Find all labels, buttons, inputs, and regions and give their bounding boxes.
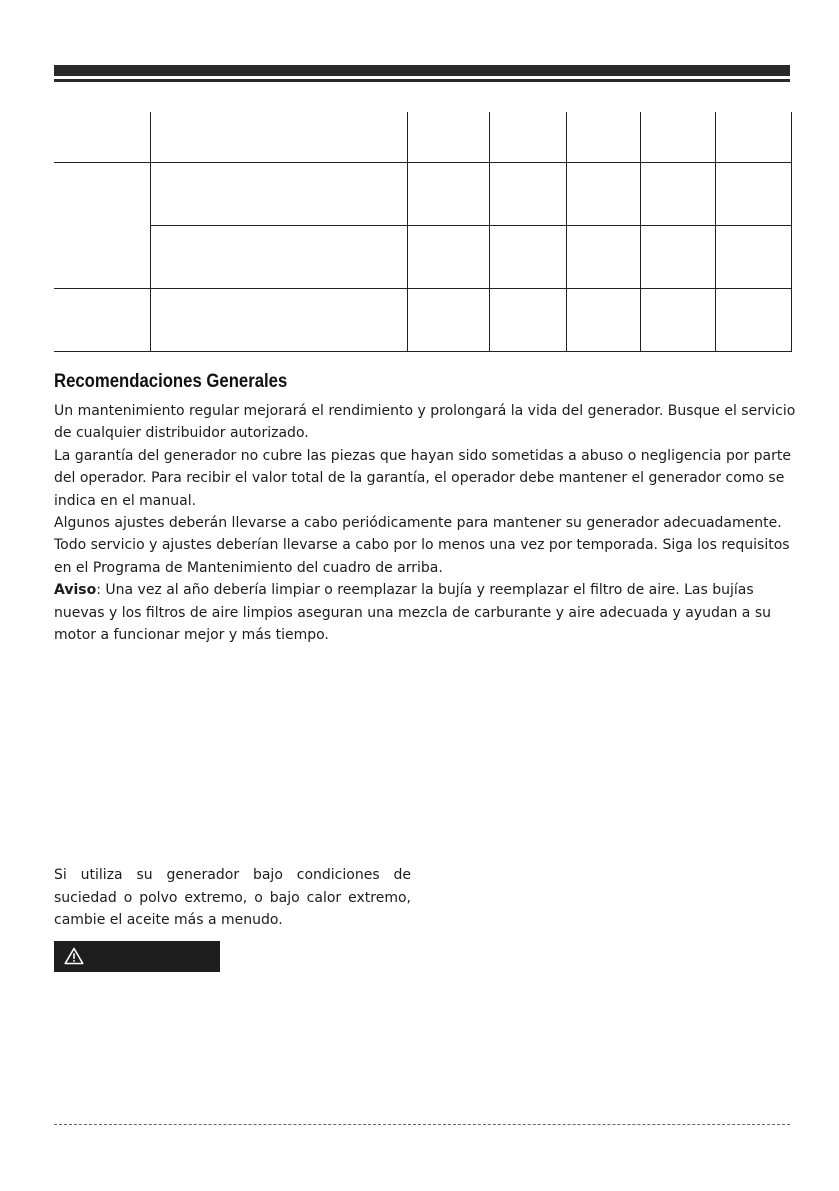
table-row	[54, 162, 791, 225]
warning-label-box	[54, 941, 220, 972]
table-cell	[566, 288, 640, 351]
warning-triangle-icon	[64, 947, 84, 965]
table-cell	[489, 112, 566, 162]
table-cell	[640, 288, 715, 351]
paragraph: Un mantenimiento regular mejorará el rendimiento y prolongará la vida del generador. Busque el servicio de cualquier distribuidor autorizado.	[54, 403, 796, 442]
table-cell	[640, 112, 715, 162]
table-row	[54, 112, 791, 162]
section-body	[54, 400, 799, 646]
table-cell	[407, 162, 489, 225]
table-row	[54, 288, 791, 351]
table-cell	[150, 288, 407, 351]
table-cell	[489, 288, 566, 351]
table-cell	[150, 225, 407, 288]
table-cell	[407, 288, 489, 351]
header-bar	[54, 65, 790, 76]
table-cell	[640, 225, 715, 288]
table-cell	[150, 162, 407, 225]
table-cell	[54, 112, 150, 162]
maintenance-schedule-table	[54, 112, 792, 352]
table-cell	[715, 225, 791, 288]
table-cell	[715, 288, 791, 351]
table-cell	[489, 225, 566, 288]
note-label: Aviso	[54, 582, 97, 599]
header-rule	[54, 79, 790, 82]
severe-conditions-text: Si utiliza su generador bajo condiciones de suciedad o polvo extremo, o bajo calor extremo, cambie el aceite más a menudo.	[54, 867, 411, 928]
table-cell	[566, 162, 640, 225]
note-text: : Una vez al año debería limpiar o reemplazar la bujía y reemplazar el filtro de aire. Las bujías nuevas y los filtros de aire limpios aseguran una mezcla de carburante y aire adecuada y ayudan a su motor a funcionar mejor y más tiempo.	[54, 582, 772, 644]
table-cell	[640, 162, 715, 225]
table-cell	[715, 112, 791, 162]
table-cell	[489, 162, 566, 225]
table-cell	[54, 162, 150, 288]
table-cell	[54, 288, 150, 351]
table-cell	[407, 225, 489, 288]
table-cell	[566, 225, 640, 288]
table-cell	[150, 112, 407, 162]
section-title: Recomendaciones Generales	[54, 371, 288, 392]
paragraph: La garantía del generador no cubre las piezas que hayan sido sometidas a abuso o negligencia por parte del operador. Para recibir el valor total de la garantía, el operador debe mantener el generador como se indica en el manual.	[54, 447, 791, 509]
table-cell	[566, 112, 640, 162]
table-row	[54, 225, 791, 288]
note-paragraph	[54, 579, 799, 646]
table-cell	[715, 162, 791, 225]
table-cell	[407, 112, 489, 162]
paragraph: Algunos ajustes deberán llevarse a cabo periódicamente para mantener su generador adecuadamente. Todo servicio y ajustes deberían llevarse a cabo por lo menos una vez por temporada. Siga los requisitos en el Programa de Mantenimiento del cuadro de arriba.	[54, 515, 790, 576]
footer-dotted-rule	[54, 1124, 790, 1125]
